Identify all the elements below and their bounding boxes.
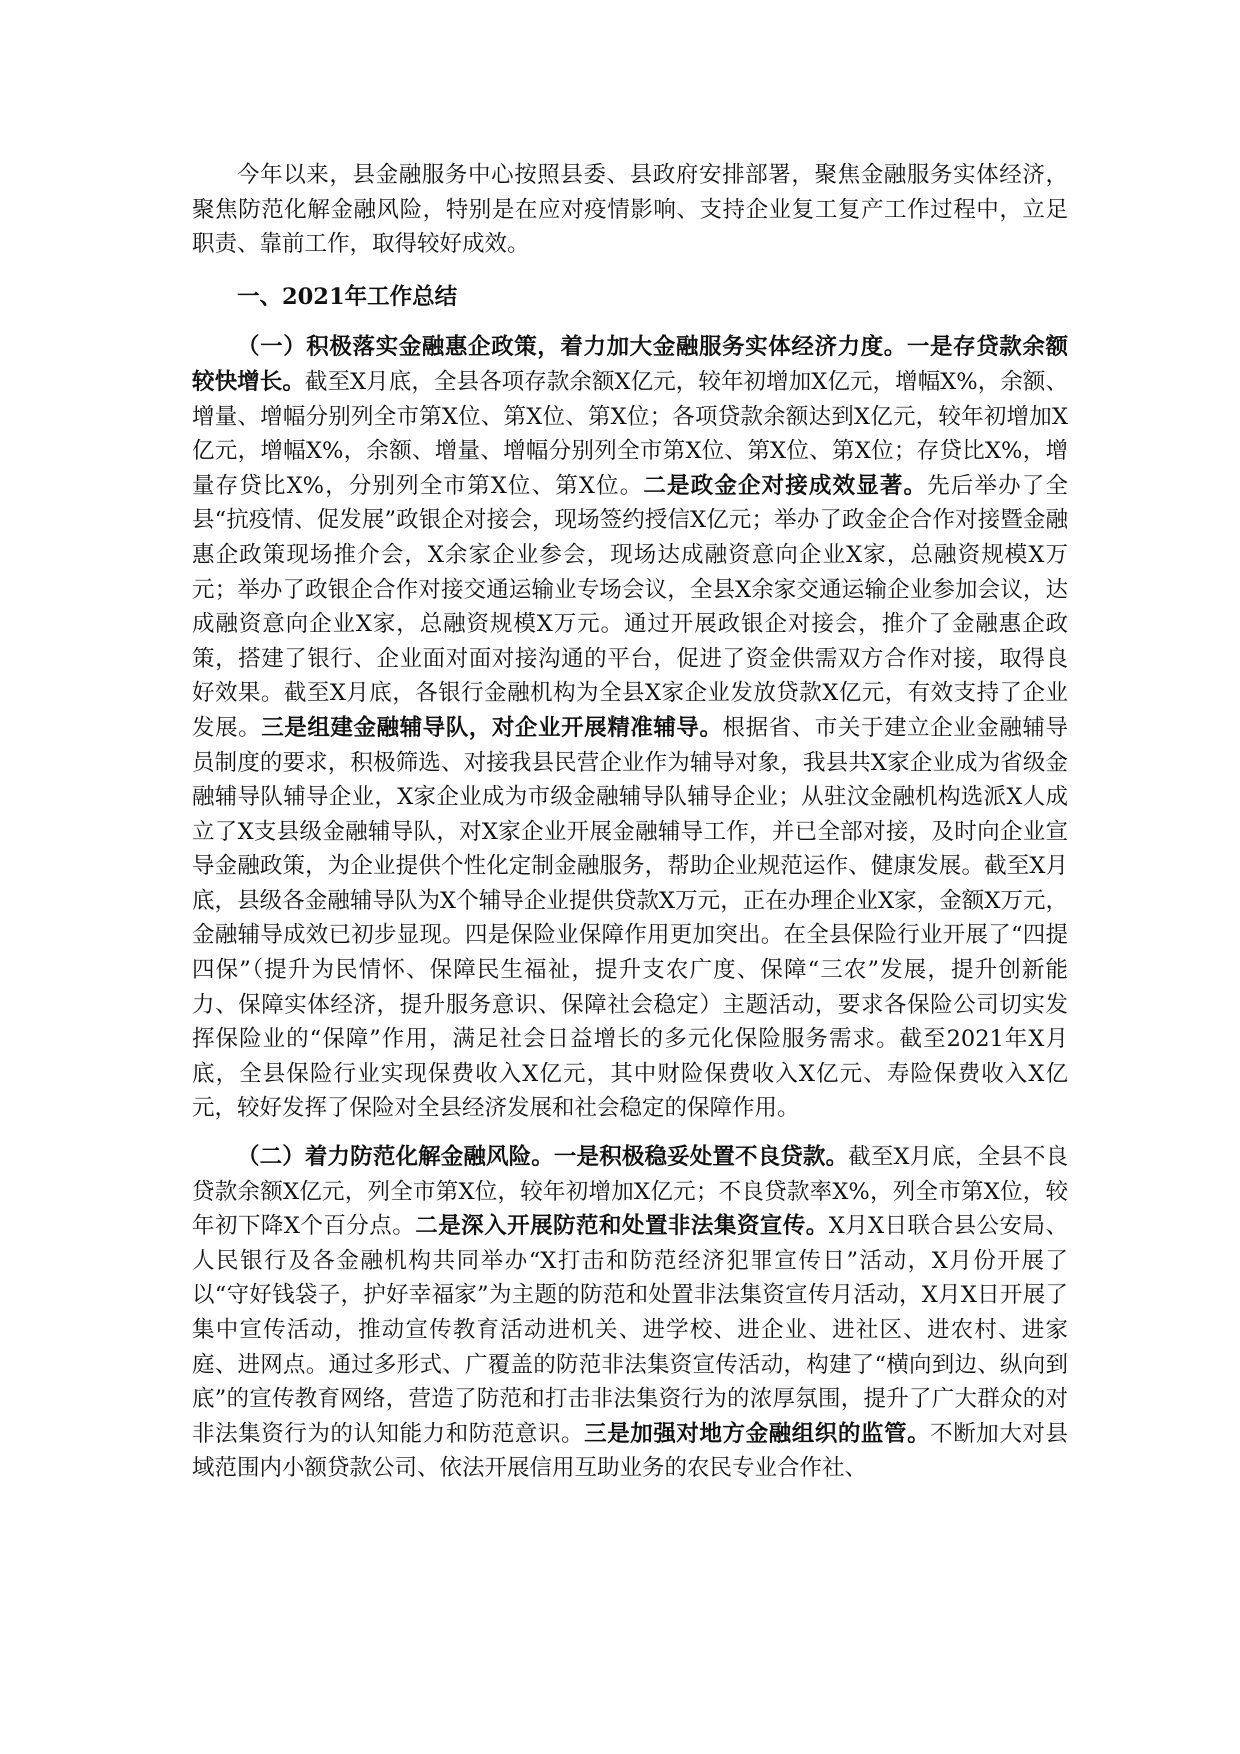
point-matchmaking-title: 二是政金企对接成效显著。	[643, 472, 928, 499]
point-guidance-text: 根据省、市关于建立企业金融辅导员制度的要求，积极筛选、对接我县民营企业作为辅导对象，我县共X家企业成为省级金融辅导队辅导企业，X家企业成为市级金融辅导队辅导企业；从驻汶金融机构选派X人成立了X支县级金融辅导队，对X家企业开展金融辅导工作，并已全部对接，及时向企业宣导金融政策，为企业提供个性化定制金融服务，帮助企业规范运作、健康发展。截至X月底，县级各金融辅导队为X个辅导企业提供贷款X万元，正在办理企业X家，金额X万元，金融辅导成效已初步显现。四是保险业保障作用更加突出。在全县保险行业开展了“四提四保”（提升为民情怀、保障民生福祉，提升支农广度、保障“三农”发展，提升创新能力、保障实体经济，提升服务意识、保障社会稳定）主题活动，要求各保险公司切实发挥保险业的“保障”作用，满足社会日益增长的多元化保险服务需求。截至2021年X月底，全县保险行业实现保费收入X亿元，其中财险保费收入X亿元、寿险保费收入X亿元，较好发挥了保险对全县经济发展和社会稳定的保障作用。	[192, 714, 1068, 1122]
point-matchmaking-text: 先后举办了全县“抗疫情、促发展”政银企对接会，现场签约授信X亿元；举办了政金企合作对接暨金融惠企政策现场推介会，X余家企业参会，现场达成融资意向企业X家，总融资规模X万元；举办了政银企合作对接交通运输业专场会议，全县X余家交通运输企业参加会议，达成融资意向企业X家，总融资规模X万元。通过开展政银企对接会，推介了金融惠企政策，搭建了银行、企业面对面对接沟通的平台，促进了资金供需双方合作对接，取得良好效果。截至X月底，各银行金融机构为全县X家企业发放贷款X亿元，有效支持了企业发展。	[192, 472, 1068, 741]
paragraph-risk-heading: （二）着力防范化解金融风险。	[237, 1144, 554, 1171]
paragraph-policy	[192, 330, 1068, 1126]
point-illegal-fundraising-text: X月X日联合县公安局、人民银行及各金融机构共同举办“X打击和防范经济犯罪宣传日”活动，X月份开展了以“守好钱袋子，护好幸福家”为主题的防范和处置非法集资宣传月活动，X月X日开展了集中宣传活动，推动宣传教育活动进机关、进学校、进企业、进社区、进农村、进家庭、进网点。通过多形式、广覆盖的防范非法集资宣传活动，构建了“横向到边、纵向到底”的宣传教育网络，营造了防范和打击非法集资行为的浓厚氛围，提升了广大群众的对非法集资行为的认知能力和防范意识。	[192, 1213, 1068, 1447]
point-supervision-title: 三是加强对地方金融组织的监管。	[584, 1420, 931, 1447]
intro-paragraph: 今年以来，县金融服务中心按照县委、县政府安排部署，聚焦金融服务实体经济，聚焦防范化解金融风险，特别是在应对疫情影响、支持企业复工复产工作过程中，立足职责、靠前工作，取得较好成效。	[192, 162, 1068, 258]
point-bad-loans-title: 一是积极稳妥处置不良贷款。	[553, 1144, 849, 1171]
paragraph-policy-heading: （一）积极落实金融惠企政策，着力加大金融服务实体经济力度。	[237, 334, 907, 361]
point-deposits-text: 截至X月底，全县各项存款余额X亿元，较年初增加X亿元，增幅X%，余额、增量、增幅分别列全市第X位、第X位、第X位；各项贷款余额达到X亿元，较年初增加X亿元，增幅X%，余额、增量、增幅分别列全市第X位、第X位、第X位；存贷比X%，增量存贷比X%，分别列全市第X位、第X位。	[192, 368, 1068, 499]
point-illegal-fundraising-title: 二是深入开展防范和处置非法集资宣传。	[415, 1213, 829, 1240]
point-guidance-title: 三是组建金融辅导队，对企业开展精准辅导。	[261, 714, 723, 741]
document-page	[192, 158, 1068, 1486]
paragraph-risk	[192, 1140, 1068, 1486]
point-deposits-title: 一是存贷款余额较快增长。	[192, 334, 1068, 395]
point-bad-loans-text: 截至X月底，全县不良贷款余额X亿元，列全市第X位，较年初增加X亿元；不良贷款率X%，列全市第X位，较年初下降X个百分点。	[192, 1144, 1068, 1240]
point-supervision-text: 不断加大对县域范围内小额贷款公司、依法开展信用互助业务的农民专业合作社、	[192, 1420, 1068, 1482]
section-heading: 一、2021年工作总结	[237, 283, 458, 310]
